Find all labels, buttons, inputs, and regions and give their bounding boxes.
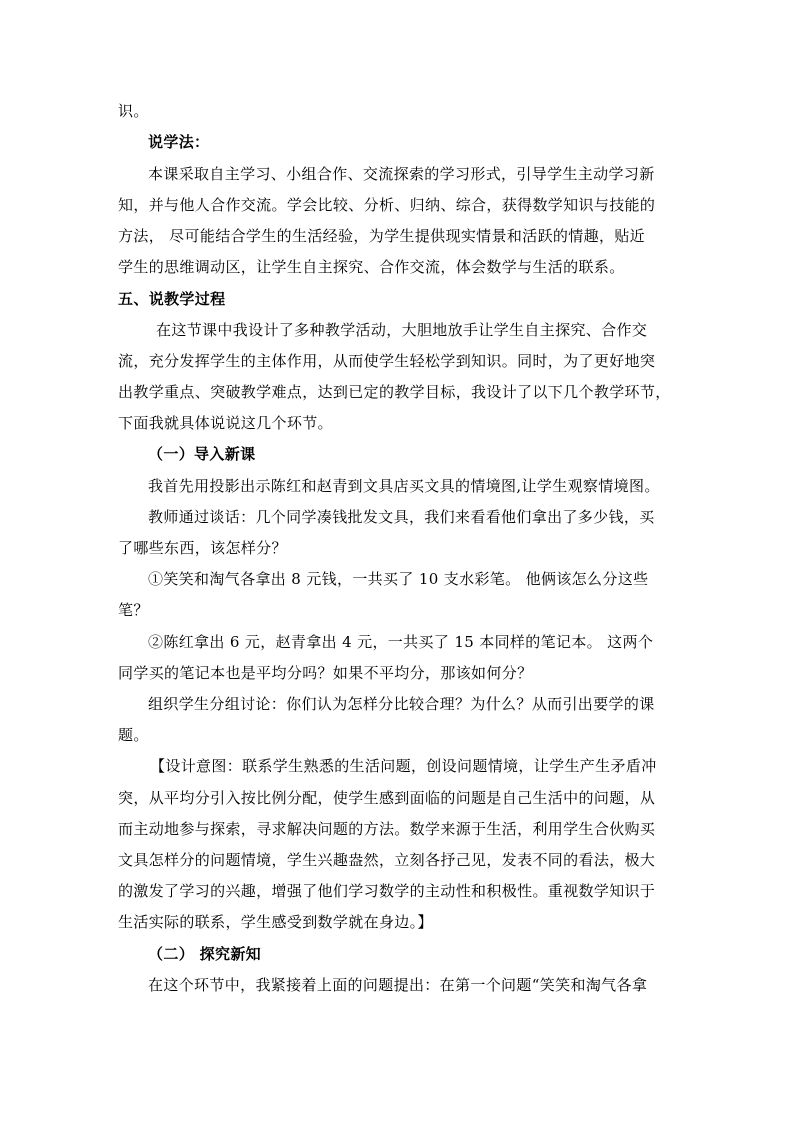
subsection-heading-explore: （二） 探究新知 [148, 945, 262, 963]
text-line: 【设计意图：联系学生熟悉的生活问题，创设问题情境，让学生产生矛盾冲 [150, 757, 657, 775]
text-line: 同学买的笔记本也是平均分吗？如果不平均分，那该如何分？ [118, 664, 533, 682]
text-line: 识。 [118, 102, 149, 120]
section-heading-teaching-process: 五、说教学过程 [118, 290, 226, 308]
section-heading-learning-method: 说学法： [148, 133, 210, 151]
text-line: 的激发了学习的兴趣，增强了他们学习数学的主动性和积极性。重视数学知识于 [118, 882, 656, 900]
text-line: 下面我就具体说说这几个环节。 [118, 414, 333, 432]
text-line: 题。 [118, 726, 149, 744]
text-line: 生活实际的联系，学生感受到数学就在身边。】 [118, 913, 433, 931]
text-line: 文具怎样分的问题情境，学生兴趣盎然，立刻各抒己见，发表不同的看法，极大 [118, 851, 656, 869]
text-line: 笔？ [118, 601, 149, 619]
text-line: 流，充分发挥学生的主体作用，从而使学生轻松学到知识。同时，为了更好地突 [118, 352, 656, 370]
text-line: 学生的思维调动区，让学生自主探究、合作交流，体会数学与生活的联系。 [118, 258, 625, 276]
text-line: 方法， 尽可能结合学生的生活经验，为学生提供现实情景和活跃的情趣，贴近 [118, 227, 646, 245]
text-line: 而主动地参与探索，寻求解决问题的方法。数学来源于生活，利用学生合伙购买 [118, 820, 656, 838]
text-line: 教师通过谈话：几个同学凑钱批发文具，我们来看看他们拿出了多少钱，买 [148, 508, 655, 526]
text-line: 组织学生分组讨论：你们认为怎样分比较合理？为什么？从而引出要学的课 [148, 695, 655, 713]
subsection-heading-intro: （一）导入新课 [148, 445, 256, 463]
text-line: 在这节课中我设计了多种教学活动，大胆地放手让学生自主探究、合作交 [156, 321, 648, 339]
text-line: ①笑笑和淘气各拿出 8 元钱，一共买了 10 支水彩笔。 他俩该怎么分这些 [148, 570, 649, 588]
text-line: 了哪些东西，该怎样分？ [118, 539, 287, 557]
text-line: 知，并与他人合作交流。学会比较、分析、归纳、综合，获得数学知识与技能的 [118, 196, 656, 214]
text-line: 出教学重点、突破教学难点，达到已定的教学目标，我设计了以下几个教学环节， [118, 383, 671, 401]
text-line: 突，从平均分引入按比例分配，使学生感到面临的问题是自己生活中的问题，从 [118, 789, 656, 807]
text-line: 我首先用投影出示陈红和赵青到文具店买文具的情境图,让学生观察情境图。 [148, 477, 660, 495]
text-line: 在这个环节中，我紧接着上面的问题提出：在第一个问题“笑笑和淘气各拿 [148, 976, 648, 994]
text-line: ②陈红拿出 6 元，赵青拿出 4 元，一共买了 15 本同样的笔记本。 这两个 [148, 633, 654, 651]
text-line: 本课采取自主学习、小组合作、交流探索的学习形式，引导学生主动学习新 [148, 165, 655, 183]
